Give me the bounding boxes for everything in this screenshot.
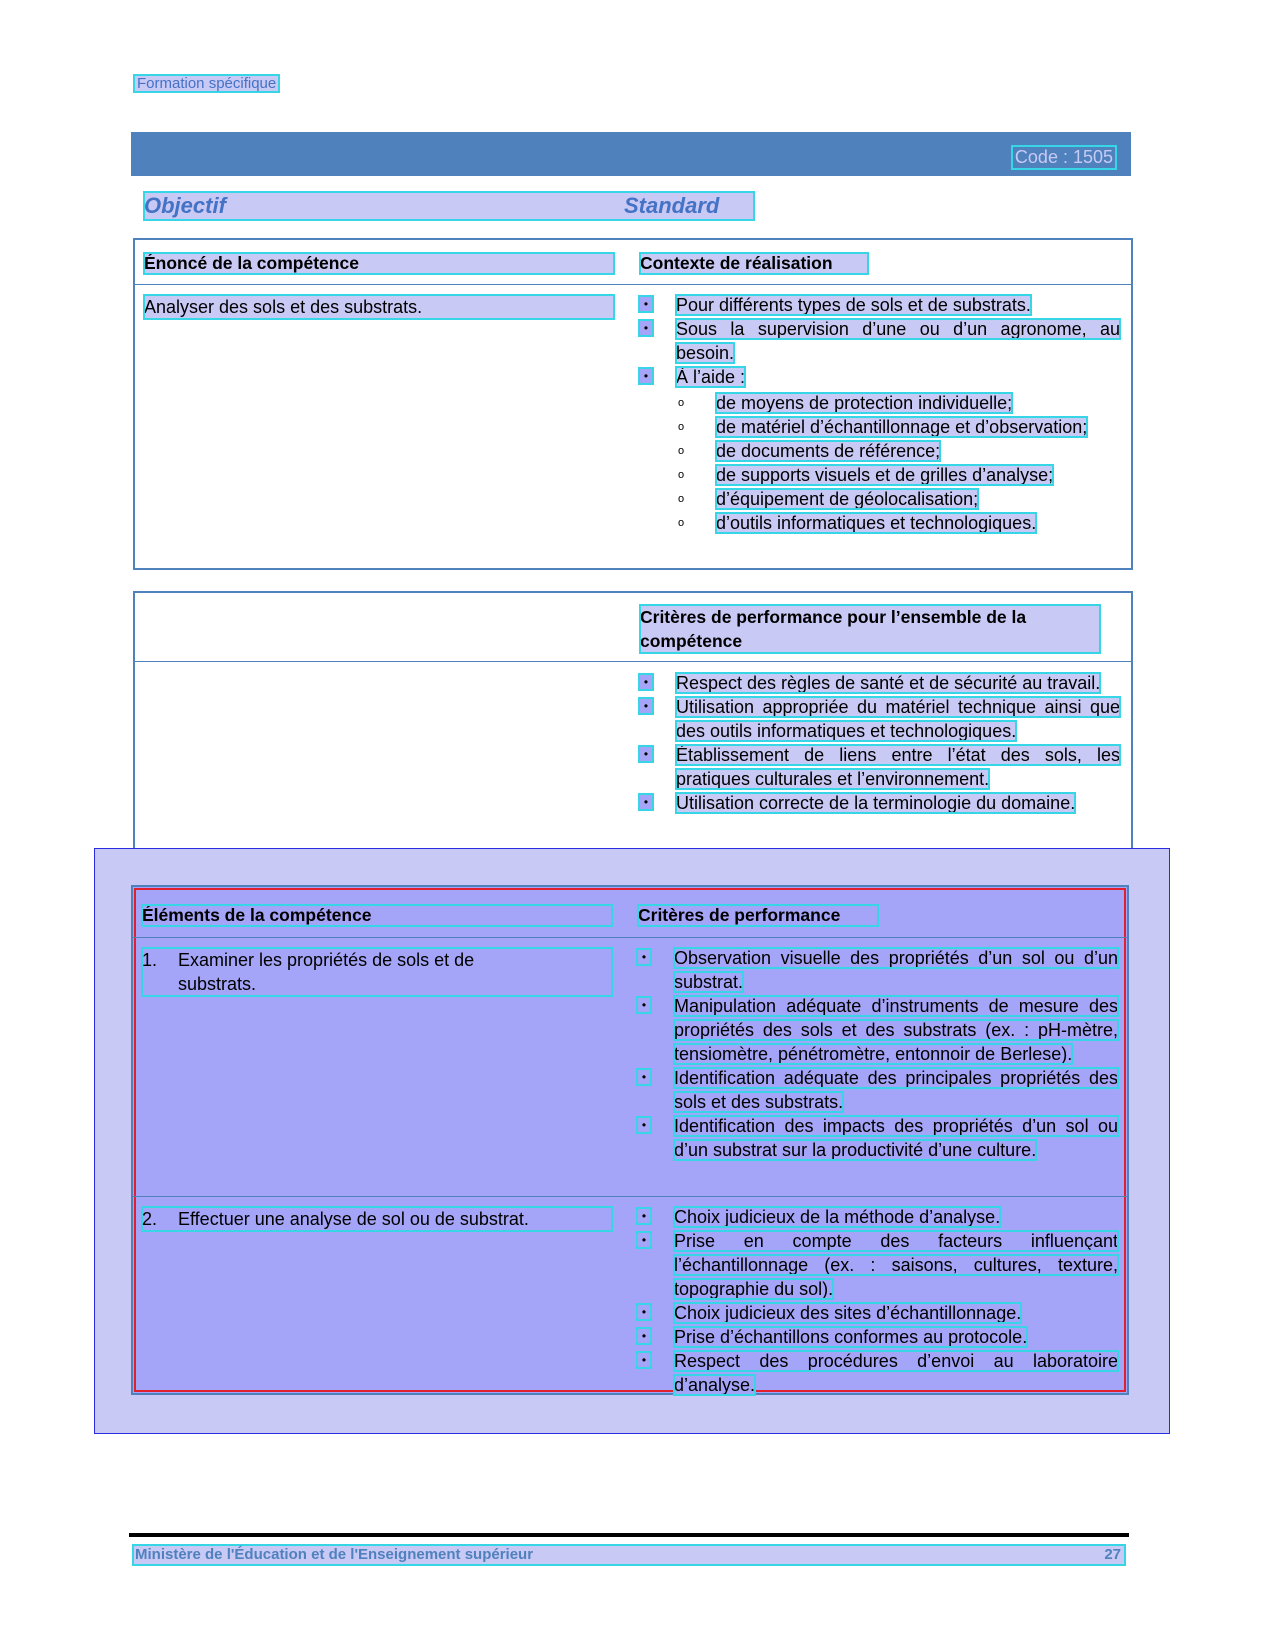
bullet-icon: • [638,1305,650,1319]
criteres-ensemble-header [135,593,1131,662]
list-item-text: Prise d’échantillons conformes au protocole. [674,1327,1028,1347]
bullet-icon: • [638,1209,650,1223]
row-divider [133,1196,1127,1197]
list-item-text: Respect des procédures d’envoi au laboratoire d’analyse. [674,1351,1118,1395]
bullet-icon: • [640,297,652,311]
standard-label: Standard [624,193,720,218]
element-2-criteria [638,1205,1118,1397]
list-item-text: de documents de référence; [716,441,941,461]
bullet-icon: • [640,747,652,761]
bullet-icon: o [678,469,685,481]
bullet-icon: • [640,321,652,335]
competence-table [133,238,1133,570]
criteres-ensemble-heading: Critères de performance pour l’ensemble de la compétence [640,605,1100,653]
row-divider [133,937,1127,938]
list-item [638,1301,1118,1325]
element-2-text: Effectuer une analyse de sol ou de substrat. [178,1209,529,1229]
list-item [638,1229,1118,1301]
criteres-heading: Critères de performance [638,905,878,926]
criteres-ensemble-table [133,591,1133,867]
list-item [640,695,1120,743]
page-footer [133,1545,1125,1565]
contexte-list [640,293,1120,535]
element-1 [142,948,612,996]
list-item-text: Observation visuelle des propriétés d’un sol ou d’un substrat. [674,948,1118,992]
list-item-text: Pour différents types de sols et de substrats. [676,295,1031,315]
list-item-text: Respect des règles de santé et de sécurité au travail. [676,673,1101,693]
bullet-icon: • [640,675,652,689]
list-item-text: Sous la supervision d’une ou d’un agronome, au besoin. [676,319,1120,363]
bullet-icon: • [638,1118,650,1132]
list-item [640,671,1120,695]
list-item [638,946,1118,994]
bullet-icon: o [678,397,685,409]
list-item [640,317,1120,365]
list-item [678,391,1102,415]
list-item [638,1066,1118,1114]
bullet-icon: • [638,1070,650,1084]
list-item-text: Prise en compte des facteurs influençant l’échantillonnage (ex. : saisons, cultures, texture, topographie du sol). [674,1231,1118,1299]
list-item [640,365,1120,389]
element-2 [142,1207,612,1231]
list-item [640,293,1120,317]
bullet-icon: • [638,1329,650,1343]
list-item-text: Identification adéquate des principales propriétés des sols et des substrats. [674,1068,1118,1112]
list-item-text: Identification des impacts des propriétés d’un sol ou d’un substrat sur la productivité d’une culture. [674,1116,1118,1160]
list-item [638,1325,1118,1349]
element-1-number: 1. [142,950,158,970]
list-item [678,463,1102,487]
list-item [638,994,1118,1066]
list-item-text: Utilisation correcte de la terminologie du domaine. [676,793,1076,813]
contexte-heading: Contexte de réalisation [640,253,868,274]
bullet-icon: • [638,998,650,1012]
list-item-text: d’outils informatiques et technologiques. [716,513,1037,533]
bullet-icon: o [678,517,685,529]
competence-table-header [135,240,1131,285]
objectif-standard-heading [144,192,754,220]
element-2-number: 2. [142,1209,158,1229]
list-item [640,791,1120,815]
bullet-icon: • [638,950,650,964]
list-item [678,487,1102,511]
bullet-icon: o [678,421,685,433]
document-section-tag: Formation spécifique [134,75,279,92]
criteres-ensemble-list [640,671,1120,815]
enonce-heading: Énoncé de la compétence [144,253,614,274]
list-item [640,743,1120,791]
list-item [678,511,1102,535]
list-item-text: À l’aide : [676,367,746,387]
list-item [638,1349,1118,1397]
element-1-criteria [638,946,1118,1162]
list-item [638,1205,1118,1229]
bullet-icon: • [640,699,652,713]
list-item-text: d’équipement de géolocalisation; [716,489,979,509]
element-1-text: Examiner les propriétés de sols et de substrats. [178,950,475,994]
bullet-icon: • [640,369,652,383]
footer-ministry: Ministère de l'Éducation et de l'Enseignement supérieur [135,1546,534,1563]
footer-rule [129,1533,1129,1537]
bullet-icon: • [638,1353,650,1367]
list-item [678,439,1102,463]
code-bar [131,132,1131,176]
elements-table [131,885,1129,1395]
list-item-text: de matériel d’échantillonnage et d’observation; [716,417,1088,437]
list-item-text: de moyens de protection individuelle; [716,393,1013,413]
competence-statement: Analyser des sols et des substrats. [144,295,614,319]
list-item-text: de supports visuels et de grilles d’analyse; [716,465,1054,485]
list-item-text: Choix judicieux de la méthode d’analyse. [674,1207,1001,1227]
bullet-icon: o [678,445,685,457]
objectif-label: Objectif [144,193,226,218]
bullet-icon: • [638,1233,650,1247]
list-item-text: Choix judicieux des sites d’échantillonnage. [674,1303,1022,1323]
elements-heading: Éléments de la compétence [142,905,612,926]
list-item-text: Manipulation adéquate d’instruments de mesure des propriétés des sols et des substrats (ex. : pH-mètre, tensiomètre, pénétromètre, entonnoir de Berlese). [674,996,1118,1064]
page-number: 27 [1104,1546,1121,1563]
list-item-text: Utilisation appropriée du matériel technique ainsi que des outils informatiques et technologiques. [676,697,1120,741]
bullet-icon: o [678,493,685,505]
competency-code: Code : 1505 [1011,145,1117,170]
list-item-text: Établissement de liens entre l’état des sols, les pratiques culturales et l’environnement. [676,745,1120,789]
list-item [638,1114,1118,1162]
bullet-icon: • [640,795,652,809]
list-item [678,415,1102,439]
